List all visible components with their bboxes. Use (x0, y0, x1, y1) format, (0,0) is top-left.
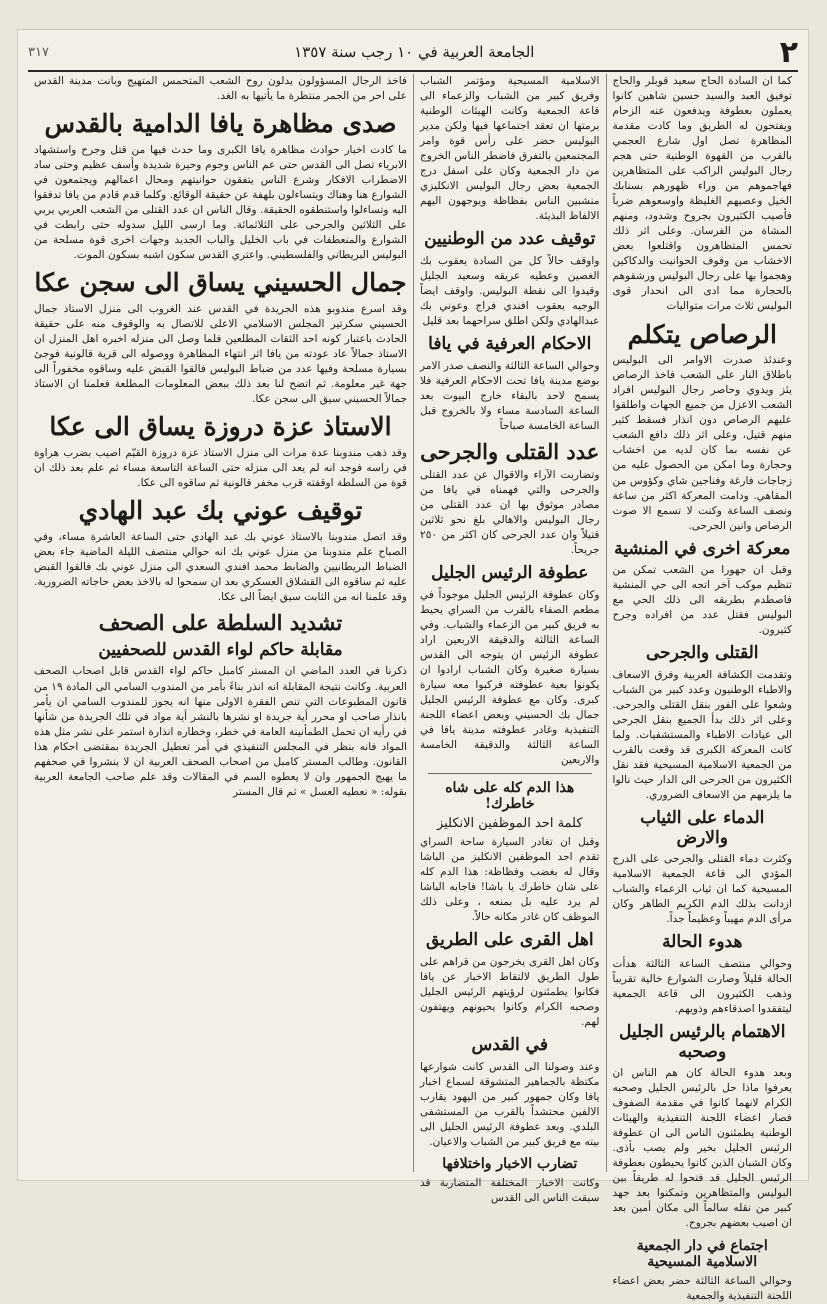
headline-awni-abdulhadi: توقيف عوني بك عبد الهادي (78, 495, 363, 525)
headline-blood-on-clothes: الدماء على الثياب والارض (640, 808, 765, 848)
headline-darwaza: الاستاذ عزة دروزة يساق الى عكا (49, 412, 392, 442)
headline-press-restrictions: تشديد السلطة على الصحف (98, 609, 343, 635)
headline-dead-and-wounded: القتلى والجرحى (646, 643, 759, 664)
headline-governor-meeting: مقابلة حاكم لواء القدس للصحفيين (98, 639, 343, 660)
headline-bullets-speak: الرصاص يتكلم (627, 319, 777, 349)
columns (28, 74, 798, 1302)
col3-s6-body: ذكرنا في العدد الماضي ان المستر كامبل حاكم لواء القدس قابل اصحاب الصحف العربية. وكانت نتيجة المقابلة انه انذر بناءً بأمر من المندوب السامي الى المادة ١٩ من قانون المطبوعات التي تنص الفقرة الاولى منها انه يجوز للمندوب السامي ان يأمر بانذار صاحب او محرر أية جريدة او نشرها بالنشر أية مواد في تلك الجريدة من شأنها في رأيه ان تحمل الطمأنينة العامة في خطر، وخطاره انذارة استمر على نشر مثل هذه المواد فانه بنظر في المجلس التنفيذي في أمر تعطيل الجريدة بمقتضى احكام هذا القانون. وطالب المستر كامبل من اصحاب الصحف العربية ان لا ينشروا في صحفهم ما يهيج الجمهور وان لا يعطوه السم في المقالات وقد علم صاحب الجامعة العربية بقوله: « نعطيه العسل » ثم قال المستر (34, 665, 407, 798)
subhead-english-official: كلمة احد الموظفين الانكليز (436, 816, 583, 832)
page-number: ٢ (779, 34, 798, 70)
headline-martial-law: الاحكام العرفية في يافا (428, 334, 592, 355)
page-code: ٣١٧ (28, 44, 49, 60)
running-head: الجامعة العربية في ١٠ رجب سنة ١٣٥٧ (294, 43, 535, 61)
headline-villagers: اهل القرى على الطريق (425, 930, 594, 951)
headline-casualty-count: عدد القتلى والجرحى (420, 438, 600, 464)
col2-intro: الاسلامية المسيحية ومؤتمر الشباب وفريق كبير من الشباب والزعماء الى قاعة الجمعية وكانت الهيئات الوطنية برمتها ان تعقد اجتماعها فيها ولكن مدير البوليس حضر على رأس قوة وامر المجتمعين بالتفرق فاضطر الناس الخروج من دار الجمعية وكان على اسفل درج الجمعية بعض رجال البوليس الانكليزي منشبين الناس بفظاظة ويوجهون اليهم الالفاظ البذيئة. (420, 75, 600, 223)
headline-president: عطوفة الرئيس الجليل (431, 563, 589, 584)
headline-calm: هدوء الحالة (662, 932, 743, 953)
col1-s7-body: وحوالي الساعة الثالثة حضر بعض اعضاء اللجنة التنفيذية والجمعية (612, 1274, 792, 1302)
headline-meeting-at-society: اجتماع في دار الجمعية الاسلامية المسيحية (636, 1237, 768, 1270)
column-2 (413, 74, 606, 1204)
divider (428, 773, 592, 774)
col1-s1-body: وعندئذ صدرت الاوامر الى البوليس باطلاق النار على الشعب فاخذ الرصاص يئز ويدوي وحاصر رجال البوليس افراد الشعب الاعزل من جميع الجهات واطلقوا عليهم الرصاص دون انذار فسقط كثير منهم قتيل، وعلى اثر ذلك دافع الشعب عن نفسه بما كان لديه من اخشاب وحجارة وما امكن من الحصول عليه من زجاجات فارغة وفناجين شاي وكؤوس من المقاهي. ودامت المعركة اكثر من ساعة ونصف الساعة وكنت لا تسمع الا صوت الرصاص وانين الجرحى. (612, 354, 792, 532)
column-3 (28, 74, 413, 1172)
col2-s6-body: وكان اهل القرى يخرجون من قراهم على طول الطريق لالتقاط الاخبار عن يافا فكانوا يطمئنون لرؤيتهم الرئيس الجليل وصحبه الكرام وكانوا يحيونهم ويهتفون لهم. (420, 955, 600, 1029)
col2-s3-body: وتضاربت الآراء والاقوال عن عدد القتلى والجرحى والتي فهمناه في يافا من مصادر موثوق بها ان عدد القتلى من رجال البوليس والاهالي بلغ نحو ثلاثين قتيلاً وان عدد الجرحى كان اكثر من ٢٥٠ جريحاً. (420, 468, 600, 557)
col2-s5-body: وقبل ان تغادر السيارة ساحة السراي تقدم احد الموظفين الانكليز من الباشا وقال له بغضب وفظاظة: هذا الدم كله على شان خاطرك يا باشا! فاجابه الباشا لم يرد عليه بل بمنعه ، وعلى ذلك الموظف كان غادر مكانه حالاً. (420, 836, 600, 924)
col1-s3-body: وتقدمت الكشافة العربية وفرق الاسعاف والاطباء الوطنيون وعدد كبير من الشباب وشعوا على الفور بنقل القتلى والجرحى. وعلى اثر ذلك بدأ الجميع بنقل الجرحى الى عيادات الاطباء والمستشفيات. ولما كانت المعركة الكبرى قد وقعت بالقرب من الجمعية الاسلامية المسيحية فقد نقل الكثيرون من الجرحى الى الدار حيث نالوا ما يلزمهم من الاسعاف الضروري. (612, 668, 792, 802)
col2-s1-body: واوقف حالاً كل من السادة يعقوب بك الغصين وعطيه عريقه وسعيد الجليل وقيدوا الى نقطة البوليس. واوقف ايضاً الوجيه يعقوب افندي فراج وعوني بك عبدالهادي ولكن اطلق سراحهما بعد قليل (420, 254, 600, 327)
col3-intro: فاخذ الرجال المسؤولون يدلون روح الشعب المتحمس المتهيج وبانت مدينة القدس على احر من الجمر منتظرة ما يأتيها به الغد. (34, 75, 407, 103)
headline-jaffa-echo: صدى مظاهرة يافا الدامية بالقدس (44, 109, 397, 139)
col1-s4-body: وكثرت دماء القتلى والجرحى على الدرج المؤدي الى قاعة الجمعية الاسلامية المسيحية كما ان ثياب الزعماء والشباب ازدانت بذلك الدم الكريم الطاهر وكان مرأى الدم مهيباً وعظيماً جداً. (612, 853, 792, 926)
headline-conflicting-news: تضارب الاخبار واختلافها (442, 1155, 578, 1172)
headline-concern-for-president: الاهتمام بالرئيس الجليل وصحبه (619, 1022, 786, 1062)
col1-s5-body: وحوالي منتصف الساعة الثالثة هدأت الحالة قليلاً وصارت الشوارع خالية تقريباً وذهب الكثيرون الى قاعة الجمعية ليتفقدوا اصدقاءهم وذويهم. (612, 957, 792, 1016)
col2-s4-body: وكان عطوفة الرئيس الجليل موجوداً في مطعم الصفاء بالقرب من السراي يحيط به فريق كبير من الزعماء والشباب. وفي الساعة الثالثة والدقيقة الاربعين اراد عطوفة الرئيس ان يتوجه الى القدس بسيارة صغيرة وكان الشباب ارادوا ان يكونوا بعية عطوفته فركبوا معه سيارة كبرى. وكان مع عطوفة الرئيس الجليل جمال بك الحسيني وبعض اعضاء اللجنة التنفيذية وغادر عطوفته مدينة يافا في الساعة الثالثة والدقيقة الخامسة والاربعين (420, 588, 600, 766)
headline-in-jerusalem: في القدس (471, 1035, 548, 1056)
col1-intro: كما ان السادة الحاج سعيد قوبلر والحاج توفيق العبد والسيد حسين شاهين كانوا يعملون بعطوفة ويدفعون عنه الزحام ويفتحون له الطريق وما كادت مقدمة المظاهرة تصل اول شارع العجمي بالقرب من القهوة الوطنية حتى هجم رجال البوليس الراكب على المتظاهرين فهاجموهم من وراء ظهورهم بسنابك الخيل وعصيهم الغليظة واوسعوهم ضرباً فأصيب الكثيرون بجروح وشدود، ومنهم المشاة من الفرسان. وعلى اثر ذلك تحمس المتظاهرون واقتلعوا بعض الاخشاب من وقوف الحوانيت والدكاكين وهجموا بها على رجال البوليس ورشقوهم بالحجارة مما ادى الى انحدار قوى البوليس ثلاث مرات متواليات (612, 75, 792, 313)
masthead (28, 34, 798, 72)
col1-s6-body: وبعد هدوء الحالة كان هم الناس ان يعرفوا ماذا حل بالرئيس الجليل وصحبه الكرام لانهما كانوا في مقدمة الصفوف فصار اعضاء اللجنة التنفيذية والهيئات الوطنية يطمئنون الناس الى ان عطوفة الرئيس الجليل بخير ولم يصب بأذى. وكان الشبان الذين كانوا يحيطون بعطوفة الرئيس الجليل قد فتحوا له طريقاً بين البوليس والمتظاهرين وتمكنوا بعد جهد كبير من نقله سالماً الى مكان أمين بعد ان اصيب بعضهم بجروح. (612, 1067, 792, 1230)
headline-jamal-husseini: جمال الحسيني يساق الى سجن عكا (34, 268, 407, 298)
col3-s3-body: وقد ذهب مندوبنا عدة مرات الى منزل الاستاذ عزة دروزة القيّم اصيب بضرب هراوة في راسه فوجد انه لم يعد الى منزله حتى الساعة التاسعة مساء ثم علم بعد ذلك ان قوة من السلطة اوقفته قرب مخفر قالونية ثم ساقوه الى عكا. (34, 446, 407, 489)
headline-arrests: توقيف عدد من الوطنيين (424, 229, 596, 250)
col3-s1-body: ما كادت اخبار حوادث مظاهرة يافا الكبرى وما حدث فيها من قتل وجرح واستشهاد الابرياء تصل الى القدس حتى عم الناس وجوم وحيرة شديدة وأسف عظيم وحتى ساد الاضطراب الافكار وشرع الناس يتفقون حوانيتهم ومحال اعمالهم ويجتمعون في الشوارع هنا وهناك ويتساءلون بلهفة عن حقيقة الوقائع. وكلما قدم قادم من يافا تدفقوا اليه وتساءلوا واستنطقوه الحقيقة. وقال الناس ان عدد القتلى من الشعب العربي يربي على الثلاثين والجرحى على الثلاثمائة. وما ارسى الليل سدوله حتى رابطت في الشوارع والمنعطفات في باب الخليل والباب الجديد وجهات اخرى قوة مسلحة من البوليس البريطاني والفلسطيني. واعتري القدس سكون اشبه بسكون الموت. (34, 143, 407, 262)
headline-manshiya-battle: معركة اخرى في المنشية (614, 538, 791, 559)
col1-s2-body: وقبل ان جهورا من الشعب تمكن من تنظيم موكب آخر اتجه الى حي المنشية فاصطدم بطريقه الى ذلك الحي مع البوليس فقتل عدد من افراده وجرح كثيرون. (612, 564, 792, 637)
col3-s4-body: وقد اتصل مندوبنا بالاستاذ عوني بك عبد الهادي حتى الساعة العاشرة مساء، وفي الصباح علم مندوبنا من منزل عوني بك انه حوالي منتصف الليلة الماضية جاء بعض الضباط البريطانيين والضابط محمد افندي السعدي الى منزل عوني بك فالقوا القبض عليه ثم ساقوه الى القشلاق العسكري بعد ان سمحوا له بالاخذ بعض حاجاته الضرورية. وقد علمنا انه من الثابت سيق ايضاً الى عكا. (34, 530, 407, 603)
col2-s7-body: وعند وصولنا الى القدس كانت شوارعها مكتظة بالجماهير المتشوقة لسماع اخبار يافا وكان جمهور كبير من اليهود يقارب الالفين محتشداً بالقرب من المستشفى البلدي. وبعد عطوفة الرئيس الجليل الى بيته مع فريق كبير من الشباب والاعيان. (420, 1060, 600, 1148)
col2-s2-body: وحوالي الساعة الثالثة والنصف صدر الامر بوضع مدينة يافا تحت الاحكام العرفية فلا يسمح لاحد بالبقاء خارج البيوت بعد الساعة السادسة مساء ولا بالخروج قبل الساعة الخامسة صباحاً (420, 359, 600, 432)
col3-s2-body: وقد اسرع مندوبو هذه الجريدة في القدس عند الغروب الى منزل الاستاذ جمال الحسيني سكرتير المجلس الاسلامي الاعلى للاتصال به والوقوف منه على حقيقة الحادث باعتبار كونه احد الثقات المطلعين فلما وصل الى منزله اخبره اهل المنزل ان الاستاذ جمالاً عاد عودته من يافا اثر انتهاء المظاهرة ووصوله الى قرية قالونية فوجئ بسيارة مسلحة وفيها عدد من ضباط البوليس فالقوا القبض عليه وساقوه مخفوراً الى جهة غير معلومة. ثم اتضح لنا بعد ذلك ببعض المعلومات المطلعة فعلمنا ان الاستاذ جمالاً الحسيني سيق الى سجن عكا. (34, 302, 407, 405)
col2-s8-body: وكانت الاخبار المختلفة المتضاربة قد سبقت الناس الى القدس (420, 1176, 600, 1204)
headline-blood-quote: هذا الدم كله على شاه خاطرك! (445, 779, 575, 813)
newspaper-page (18, 30, 808, 1302)
column-1 (606, 74, 799, 1302)
